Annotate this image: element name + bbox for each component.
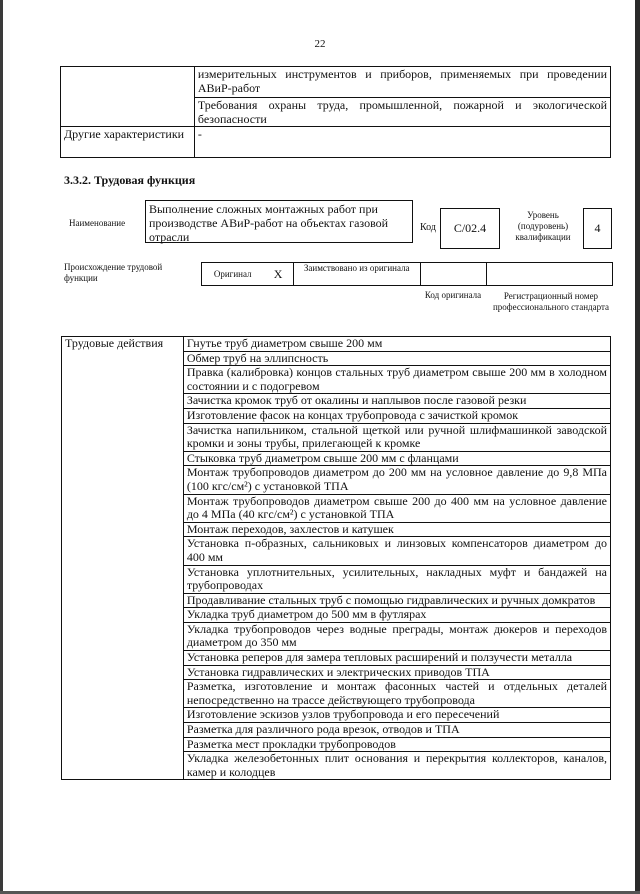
code-original-cell — [420, 263, 487, 286]
level-value: 4 — [583, 208, 612, 249]
original-mark: X — [263, 263, 293, 286]
action-item: Продавливание стальных труб с помощью гидравлических и ручных домкратов — [183, 593, 610, 608]
table-row — [61, 98, 611, 127]
actions-label: Трудовые действия — [62, 337, 184, 780]
table-row — [62, 337, 611, 352]
table-cell: - — [194, 127, 610, 158]
borrowed-label: Заимствовано из оригинала — [293, 263, 420, 286]
table-cell: измерительных инструментов и приборов, применяемых при проведении АВиР-работ — [194, 67, 610, 98]
scan-edge-right — [635, 0, 640, 894]
action-item: Зачистка напильником, стальной щеткой или ручной шлифмашинкой заводской кромки и зоны трубы, прилегающей к кромке — [183, 423, 610, 451]
action-item: Установка гидравлических и электрических приводов ТПА — [183, 665, 610, 680]
action-item: Монтаж трубопроводов диаметром свыше 200 до 400 мм на условное давление до 4 МПа (40 кгс/см²) с установкой ТПА — [183, 494, 610, 522]
action-item: Установка п-образных, сальниковых и линзовых компенсаторов диаметром до 400 мм — [183, 537, 610, 565]
action-item: Установка реперов для замера тепловых расширений и ползучести металла — [183, 651, 610, 666]
table-row — [61, 67, 611, 98]
action-item: Стыковка труб диаметром свыше 200 мм с фланцами — [183, 451, 610, 466]
action-item: Установка уплотнительных, усилительных, накладных муфт и бандажей на трубопроводах — [183, 565, 610, 593]
table-cell-label: Другие характеристики — [61, 127, 195, 158]
table-cell-label — [61, 98, 195, 127]
action-item: Монтаж переходов, захлестов и катушек — [183, 522, 610, 537]
original-label: Оригинал — [202, 263, 264, 286]
action-item: Зачистка кромок труб от окалины и наплывов после газовой резки — [183, 394, 610, 409]
code-label: Код — [420, 222, 436, 233]
action-item: Обмер труб на эллипсность — [183, 351, 610, 366]
action-item: Разметка, изготовление и монтаж фасонных частей и отдельных деталей непосредственно на трассе действующего трубопровода — [183, 680, 610, 708]
origin-table — [201, 262, 613, 286]
reg-number-caption: Регистрационный номер профессионального стандарта — [492, 291, 610, 312]
table-row — [61, 127, 611, 158]
level-label: Уровень (подуровень) квалификации — [515, 210, 571, 242]
table-cell: Требования охраны труда, промышленной, пожарной и экологической безопасности — [194, 98, 610, 127]
section-heading: 3.3.2. Трудовая функция — [64, 173, 196, 187]
reg-number-cell — [487, 263, 613, 286]
table-cell-label — [61, 67, 195, 98]
action-item: Укладка железобетонных плит основания и перекрытия коллекторов, каналов, камер и колодцев — [183, 752, 610, 780]
action-item: Укладка трубопроводов через водные преграды, монтаж дюкеров и переходов диаметром до 350 мм — [183, 622, 610, 650]
action-item: Укладка труб диаметром до 500 мм в футлярах — [183, 608, 610, 623]
name-label: Наименование — [69, 218, 126, 228]
origin-label: Происхождение трудовой функции — [64, 262, 163, 283]
page-number: 22 — [314, 38, 326, 50]
code-value: С/02.4 — [440, 208, 500, 249]
action-item: Гнутье труб диаметром свыше 200 мм — [183, 337, 610, 352]
action-item: Разметка мест прокладки трубопроводов — [183, 737, 610, 752]
labor-actions-table — [61, 336, 611, 780]
scan-edge-left — [0, 0, 3, 894]
continuation-table — [60, 66, 611, 158]
action-item: Изготовление фасок на концах трубопровода с зачисткой кромок — [183, 408, 610, 423]
action-item: Монтаж трубопроводов диаметром до 200 мм на условное давление до 9,8 МПа (100 кгс/см²) с установкой ТПА — [183, 466, 610, 494]
function-name: Выполнение сложных монтажных работ при производстве АВиР-работ на объектах газовой отрасли — [145, 200, 413, 243]
action-item: Разметка для различного рода врезок, отводов и ТПА — [183, 723, 610, 738]
action-item: Изготовление эскизов узлов трубопровода и его пересечений — [183, 708, 610, 723]
table-row — [202, 263, 613, 286]
code-original-caption: Код оригинала — [424, 290, 482, 300]
action-item: Правка (калибровка) концов стальных труб диаметром свыше 200 мм в холодном состоянии и с подогревом — [183, 366, 610, 394]
